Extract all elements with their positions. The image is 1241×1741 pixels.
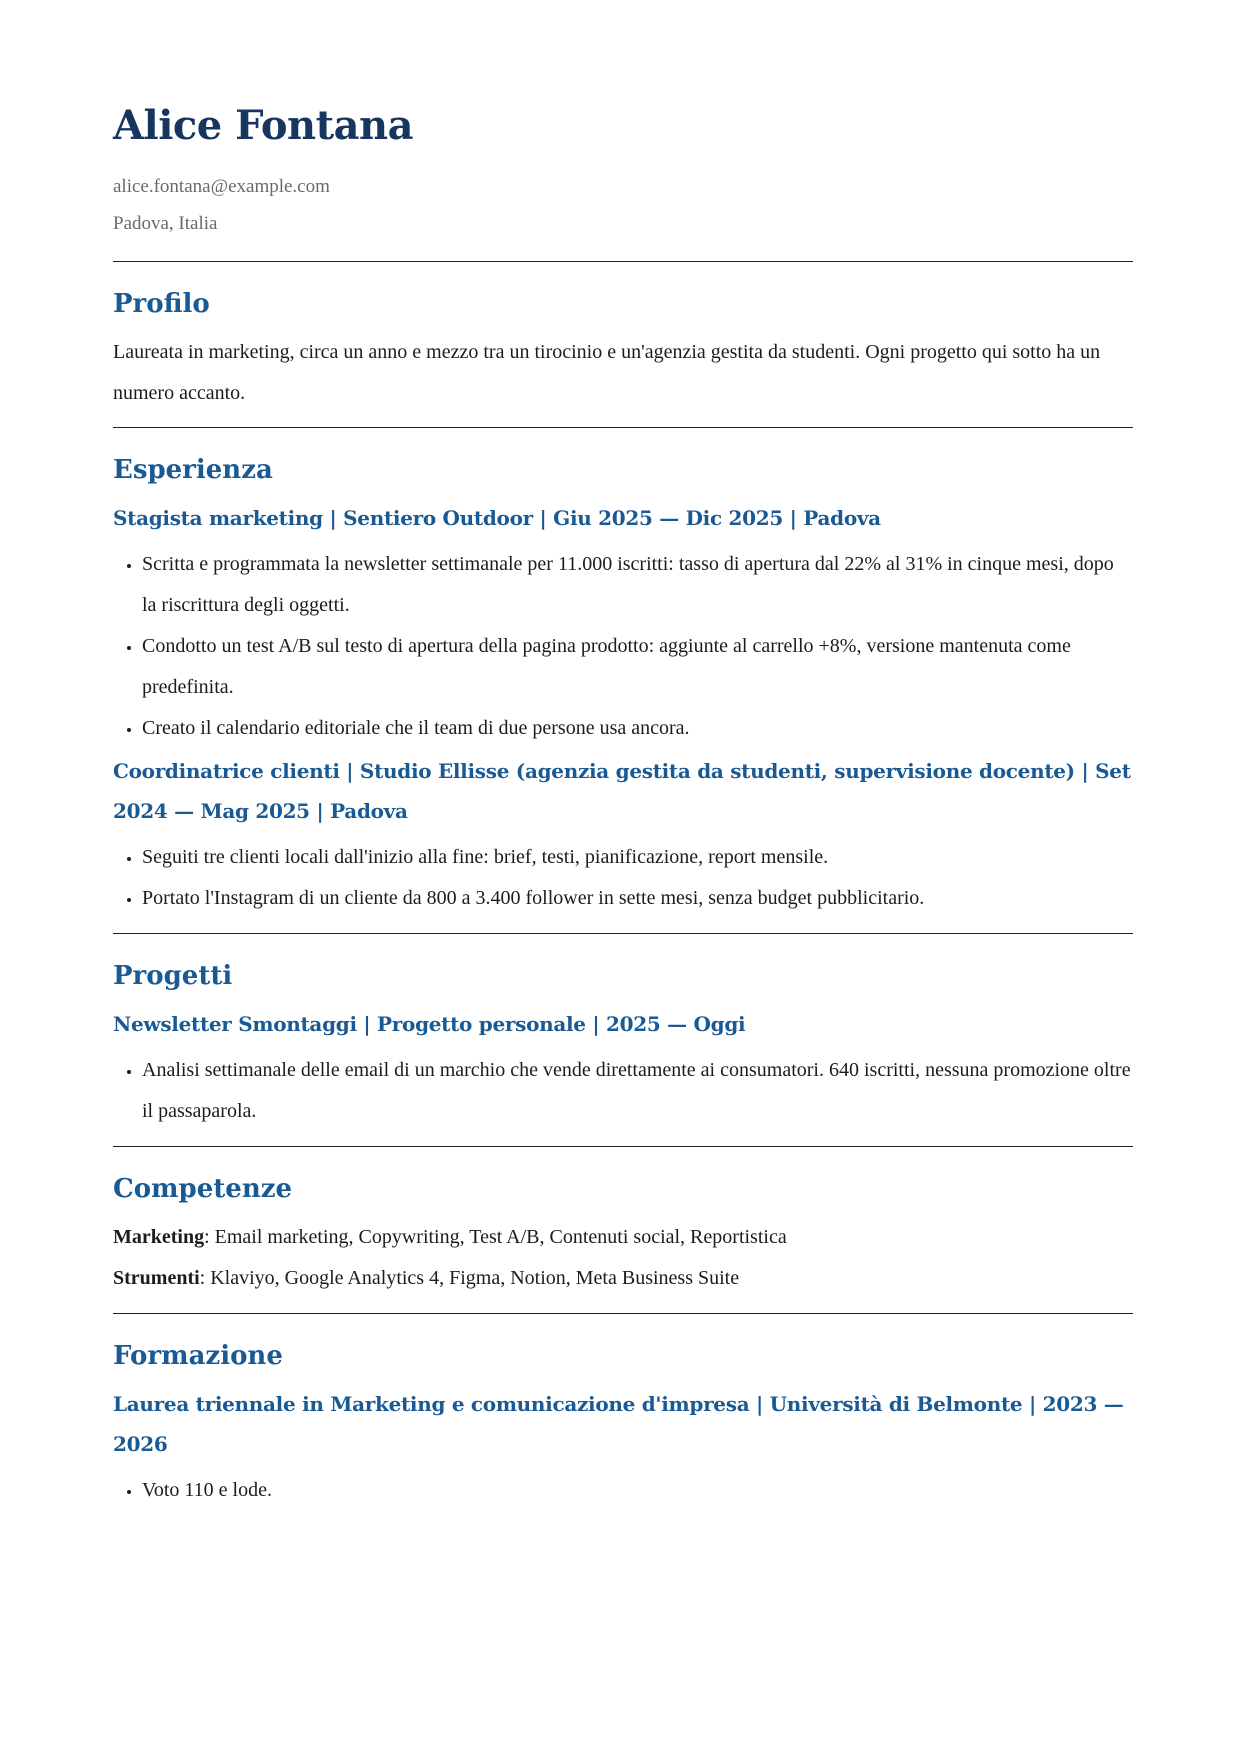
- contact-location: Padova, Italia: [113, 213, 218, 234]
- list-item: • Scritta e programmata la newsletter settimanale per 11.000 iscritti: tasso di apertura dal 22% al 31% in cinque mesi, dopo la riscrittura degli oggetti.: [142, 544, 1133, 626]
- section-heading-skills: Competenze: [113, 1174, 293, 1204]
- experience-bullets: [113, 544, 1133, 749]
- experience-entry-title: Coordinatrice clienti | Studio Ellisse (agenzia gestita da studenti, supervisione docente) | Set 2024 — Mag 2025 | Padova: [113, 759, 1131, 823]
- section-divider: [113, 261, 1133, 262]
- skills-section: [113, 1169, 1133, 1299]
- projects-section: [113, 956, 1133, 1132]
- skill-label: Marketing: [113, 1226, 205, 1248]
- experience-section: [113, 450, 1133, 919]
- list-item: • Portato l'Instagram di un cliente da 800 a 3.400 follower in sette mesi, senza budget pubblicitario.: [142, 878, 1133, 919]
- list-item: • Analisi settimanale delle email di un marchio che vende direttamente ai consumatori. 640 iscritti, nessuna promozione oltre il passaparola.: [142, 1050, 1133, 1132]
- section-heading-projects: Progetti: [113, 961, 233, 991]
- education-bullets: [113, 1470, 1133, 1511]
- experience-entry-title: Stagista marketing | Sentiero Outdoor | Giu 2025 — Dic 2025 | Padova: [113, 506, 881, 530]
- list-item: • Seguiti tre clienti locali dall'inizio alla fine: brief, testi, pianificazione, report mensile.: [142, 837, 1133, 878]
- skill-values: : Klaviyo, Google Analytics 4, Figma, Notion, Meta Business Suite: [199, 1267, 740, 1289]
- skill-row: [113, 1258, 1133, 1299]
- candidate-name: Alice Fontana: [113, 102, 414, 149]
- section-heading-education: Formazione: [113, 1341, 283, 1371]
- list-item: • Condotto un test A/B sul testo di apertura della pagina prodotto: aggiunte al carrello +8%, versione mantenuta come predefinita.: [142, 626, 1133, 708]
- experience-bullets: [113, 837, 1133, 919]
- skill-label: Strumenti: [113, 1267, 200, 1289]
- project-entry-title: Newsletter Smontaggi | Progetto personale | 2025 — Oggi: [113, 1012, 746, 1036]
- list-item: • Creato il calendario editoriale che il team di due persone usa ancora.: [142, 708, 1133, 749]
- profile-section: [113, 284, 1133, 414]
- skill-row: [113, 1217, 1133, 1258]
- project-bullets: [113, 1050, 1133, 1132]
- education-section: [113, 1336, 1133, 1511]
- section-heading-experience: Esperienza: [113, 455, 273, 485]
- section-heading-profile: Profilo: [113, 289, 210, 319]
- section-divider: [113, 1313, 1133, 1314]
- section-divider: [113, 1146, 1133, 1147]
- resume-page: [113, 96, 1133, 1511]
- education-entry-title: Laurea triennale in Marketing e comunicazione d'impresa | Università di Belmonte | 2023 — 2026: [113, 1392, 1124, 1456]
- section-divider: [113, 933, 1133, 934]
- skill-values: : Email marketing, Copywriting, Test A/B, Contenuti social, Reportistica: [204, 1226, 787, 1248]
- contact-email: alice.fontana@example.com: [113, 176, 330, 197]
- profile-text: Laureata in marketing, circa un anno e mezzo tra un tirocinio e un'agenzia gestita da studenti. Ogni progetto qui sotto ha un numero accanto.: [113, 341, 1101, 404]
- list-item: • Voto 110 e lode.: [142, 1470, 1133, 1511]
- section-divider: [113, 427, 1133, 428]
